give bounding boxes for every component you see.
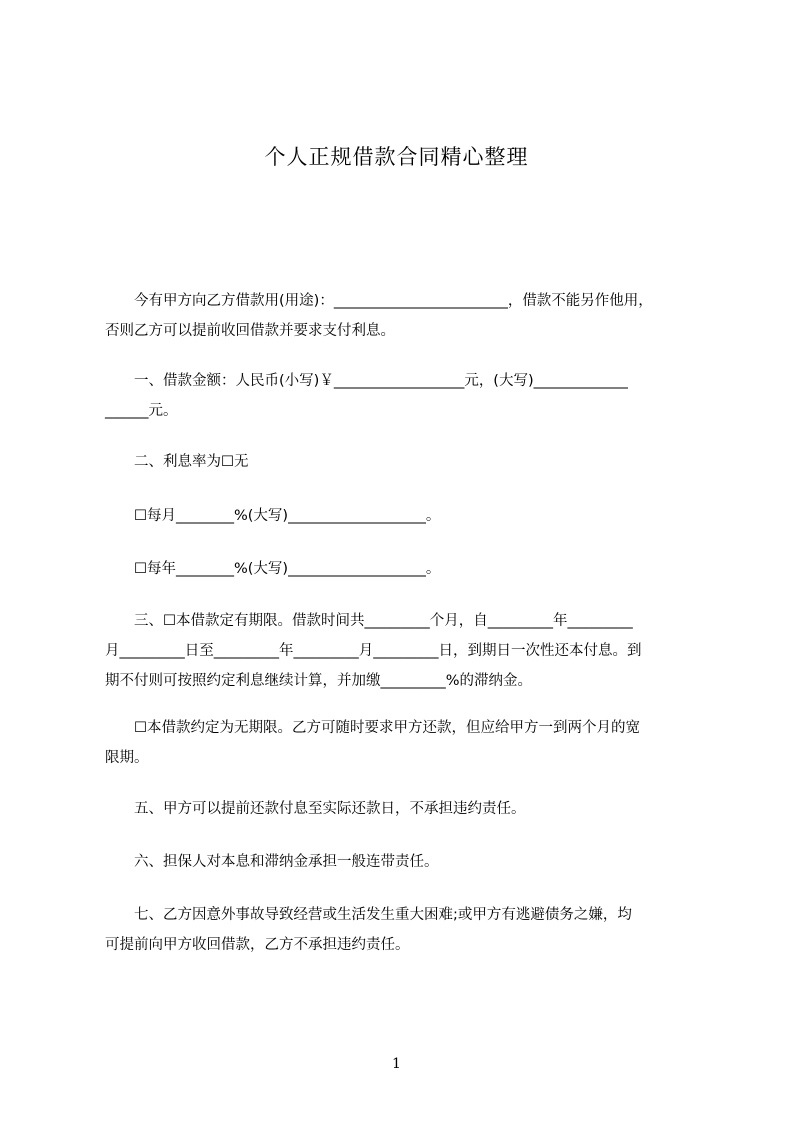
text-line: ☐每月________%(大写)___________________。 <box>105 508 441 524</box>
paragraph-clause-six <box>105 847 702 877</box>
paragraph-interest-yearly <box>105 554 702 584</box>
text-line: 六、担保人对本息和滞纳金承担一般连带责任。 <box>105 854 439 870</box>
paragraph-indefinite-term <box>105 713 702 773</box>
page-title: 个人正规借款合同精心整理 <box>264 145 529 169</box>
text-line: 一、借款金额：人民币(小写)￥__________________元，(大写)_____________ <box>105 373 628 389</box>
text-line: 可提前向甲方收回借款，乙方不承担违约责任。 <box>105 937 410 953</box>
paragraph-intro <box>105 286 702 346</box>
text-line: 今有甲方向乙方借款用(用途)：________________________，借款不能另作他用， <box>105 293 653 309</box>
text-line: 期不付则可按照约定利息继续计算，并加缴_________%的滞纳金。 <box>105 673 533 689</box>
text-line: ☐本借款约定为无期限。乙方可随时要求甲方还款，但应给甲方一到两个月的宽 <box>105 720 640 736</box>
text-line: 否则乙方可以提前收回借款并要求支付利息。 <box>105 323 395 339</box>
text-line: ☐每年________%(大写)___________________。 <box>105 561 441 577</box>
paragraph-clause-seven <box>105 900 702 960</box>
text-line: 七、乙方因意外事故导致经营或生活发生重大困难;或甲方有逃避债务之嫌，均 <box>105 907 632 923</box>
paragraph-clause-five <box>105 794 702 824</box>
text-line: 限期。 <box>105 750 149 766</box>
text-line: 月_________日至_________年_________月_________日，到期日一次性还本付息。到 <box>105 643 642 659</box>
page-number: 1 <box>392 1056 401 1072</box>
text-line: ______元。 <box>105 403 178 419</box>
paragraph-loan-amount <box>105 366 702 426</box>
text-line: 三、☐本借款定有期限。借款时间共_________个月，自_________年_________ <box>105 613 633 629</box>
paragraph-fixed-term <box>105 606 702 696</box>
paragraph-interest-heading <box>105 447 702 477</box>
text-line: 二、利息率为☐无 <box>105 454 249 470</box>
paragraph-interest-monthly <box>105 501 702 531</box>
text-line: 五、甲方可以提前还款付息至实际还款日，不承担违约责任。 <box>105 801 526 817</box>
